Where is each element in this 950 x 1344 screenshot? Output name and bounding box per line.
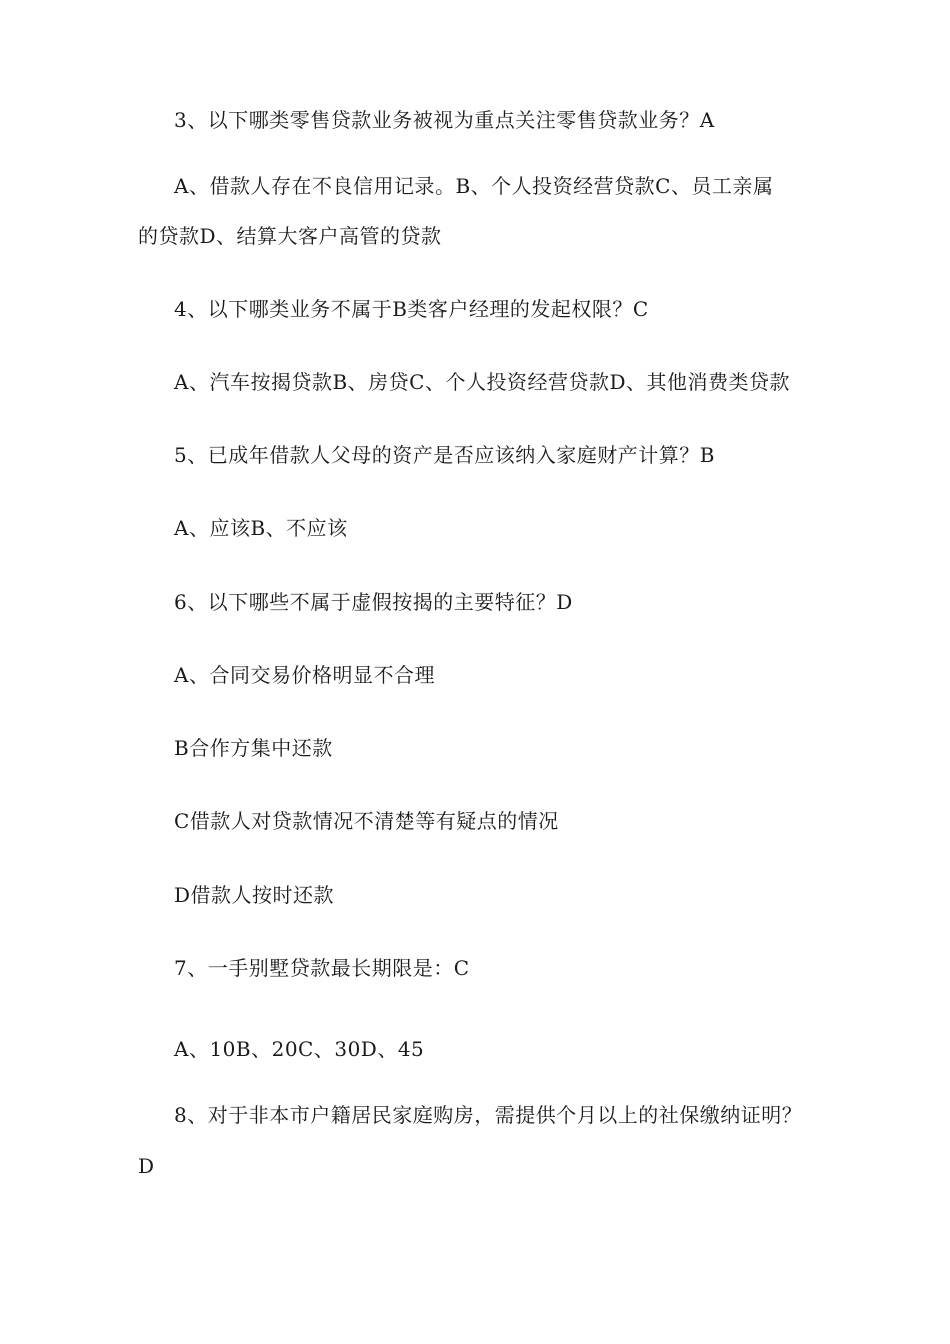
question-5: 5、已成年借款人父母的资产是否应该纳入家庭财产计算？B	[174, 443, 715, 467]
question-6-option-a: A、合同交易价格明显不合理	[174, 663, 435, 687]
question-5-options: A、应该B、不应该	[174, 516, 348, 540]
question-4-options: A、汽车按揭贷款B、房贷C、个人投资经营贷款D、其他消费类贷款	[174, 370, 790, 394]
question-3-options-line-1: A、借款人存在不良信用记录。B、个人投资经营贷款C、员工亲属	[174, 174, 774, 198]
question-3-options-line-2: 的贷款D、结算大客户高管的贷款	[138, 224, 442, 248]
question-8-line-1: 8、对于非本市户籍居民家庭购房，需提供个月以上的社保缴纳证明？	[174, 1103, 803, 1127]
question-4: 4、以下哪类业务不属于B类客户经理的发起权限？C	[174, 297, 649, 321]
question-6-option-b: B合作方集中还款	[174, 736, 333, 760]
question-7-options: A、10B、20C、30D、45	[174, 1037, 425, 1061]
question-6-option-c: C借款人对贷款情况不清楚等有疑点的情况	[174, 809, 559, 833]
question-6: 6、以下哪些不属于虚假按揭的主要特征？D	[174, 590, 573, 614]
question-3: 3、以下哪类零售贷款业务被视为重点关注零售贷款业务？A	[174, 108, 715, 132]
question-8-line-2: D	[138, 1154, 155, 1178]
question-6-option-d: D借款人按时还款	[174, 883, 335, 907]
question-7: 7、一手别墅贷款最长期限是：C	[174, 956, 470, 980]
